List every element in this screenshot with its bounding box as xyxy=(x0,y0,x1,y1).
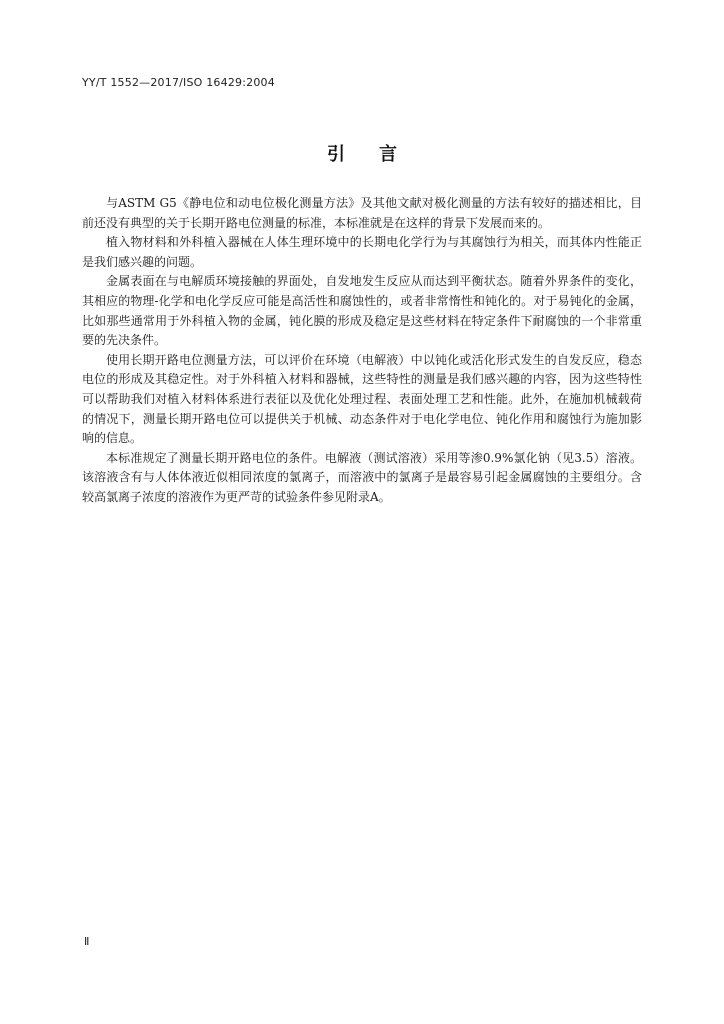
paragraph-1: 与ASTM G5《静电位和动电位极化测量方法》及其他文献对极化测量的方法有较好的描述相比，目前还没有典型的关于长期开路电位测量的标准，本标准就是在这样的背景下发展而来的。 xyxy=(82,196,642,230)
paragraph-4: 使用长期开路电位测量方法，可以评价在环境（电解液）中以钝化或活化形式发生的自发反应，稳态电位的形成及其稳定性。对于外科植入材料和器械，这些特性的测量是我们感兴趣的内容，因为这些特性可以帮助我们对植入材料体系进行表征以及优化处理过程、表面处理工艺和性能。此外，在施加机械载荷的情况下，测量长期开路电位可以提供关于机械、动态条件对于电化学电位、钝化作用和腐蚀行为施加影响的信息。 xyxy=(82,352,642,446)
paragraph-3: 金属表面在与电解质环境接触的界面处，自发地发生反应从而达到平衡状态。随着外界条件的变化，其相应的物理-化学和电化学反应可能是高活性和腐蚀性的，或者非常惰性和钝化的。对于易钝化的金属，比如那些通常用于外科植入物的金属，钝化膜的形成及稳定是这些材料在特定条件下耐腐蚀的一个非常重要的先决条件。 xyxy=(82,274,642,348)
paragraph-2: 植入物材料和外科植入器械在人体生理环境中的长期电化学行为与其腐蚀行为相关，而其体内性能正是我们感兴趣的问题。 xyxy=(82,235,642,269)
paragraph-5: 本标准规定了测量长期开路电位的条件。电解液（测试溶液）采用等渗0.9%氯化钠（见3.5）溶液。该溶液含有与人体体液近似相同浓度的氯离子，而溶液中的氯离子是最容易引起金属腐蚀的主要组分。含较高氯离子浓度的溶液作为更严苛的试验条件参见附录A。 xyxy=(82,450,642,504)
document-body xyxy=(82,194,642,508)
page-title: 引言 xyxy=(327,144,431,165)
standard-code-header: YY/T 1552—2017/ISO 16429:2004 xyxy=(82,76,275,89)
page-number: Ⅱ xyxy=(84,935,90,948)
